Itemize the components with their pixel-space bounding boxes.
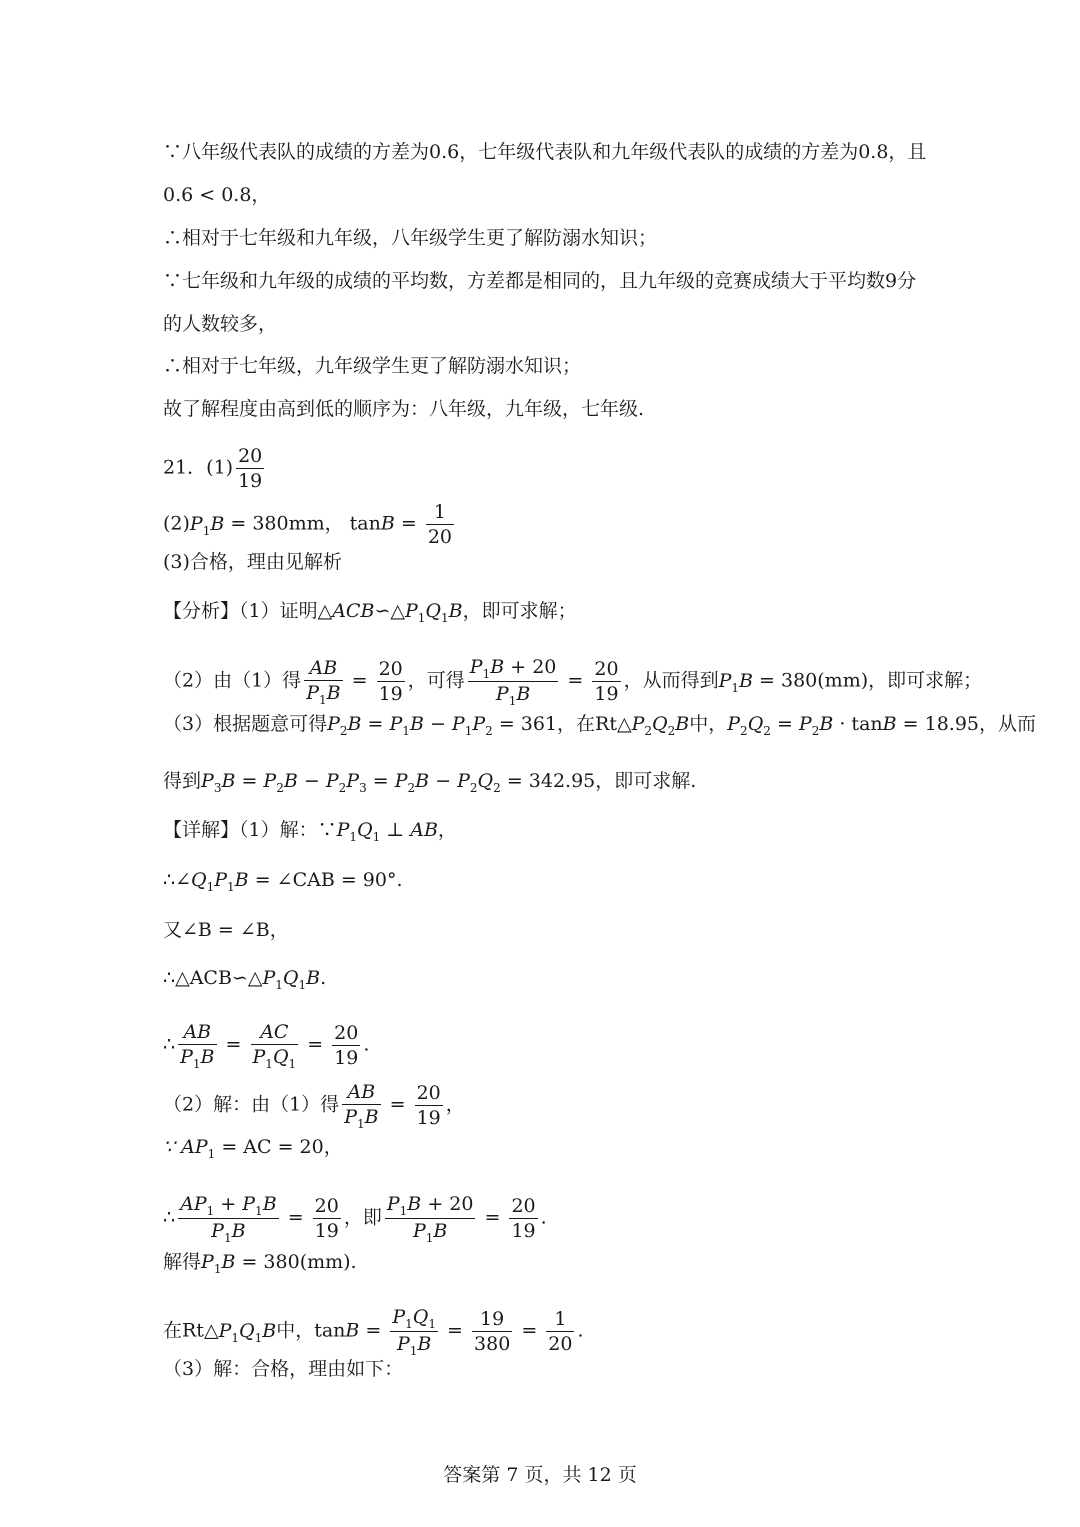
line-conclusion-grade8: ∴相对于七年级和九年级，八年级学生更了解防溺水知识； bbox=[163, 227, 658, 249]
fraction: $\frac{20}{19}$ bbox=[334, 1022, 359, 1069]
analysis-1: 【分析】（1）证明$\triangle ACB∽\triangle P_1Q_1B$，即可求解； bbox=[163, 600, 577, 625]
answer-21-part2: $(2)P_1B = 380mm$， tanB = $\frac{1}{20}$ bbox=[163, 501, 453, 548]
answer-21-part1: 21．(1) $\frac{20}{19}$ bbox=[163, 445, 263, 492]
solution-4: $\therefore\triangle ACB∽\triangle P_1Q_1B$. bbox=[163, 967, 327, 992]
analysis-3: （3）根据题意可得$P_2B = P_1B - P_1P_2 = 361$，在$Rt\triangle P_2Q_2B$中，$P_2Q_2 = P_2B \cdot \tan B = 18.95$，从而 bbox=[163, 713, 1037, 738]
fraction: $\frac{AB}{P_1B}$ bbox=[344, 1081, 379, 1131]
solution-3: 又∠B = ∠B， bbox=[163, 919, 289, 941]
fraction: $\frac{20}{19}$ bbox=[511, 1195, 536, 1242]
solution-8: ∴ $\frac{AP_1 + P_1B}{P_1B}$ = $\frac{20}{19}$ ，即 $\frac{P_1B + 20}{P_1B}$ = $\frac{20}{19}$ . bbox=[163, 1193, 547, 1245]
solution-2: $\therefore\angle Q_1P_1B$ = ∠CAB = 90°. bbox=[163, 869, 403, 894]
analysis-4: 得到$P_3B = P_2B - P_2P_3 = P_2B - P_2Q_2 = 342.95$，即可求解. bbox=[163, 770, 697, 795]
fraction: $\frac{20}{19}$ bbox=[238, 445, 263, 492]
line-order: 故了解程度由高到低的顺序为：八年级，九年级，七年级. bbox=[163, 398, 645, 420]
fraction: $\frac{P_1B + 20}{P_1B}$ bbox=[469, 656, 557, 708]
analysis-2: （2）由（1）得 $\frac{AB}{P_1B}$ = $\frac{20}{19}$ ，可得 $\frac{P_1B + 20}{P_1B}$ = $\frac{20}{19}$ ，从而得到$P_1B = 380(mm)$，即可求解； bbox=[163, 656, 983, 708]
fraction: $\frac{AB}{P_1B}$ bbox=[180, 1021, 215, 1071]
fraction: $\frac{20}{19}$ bbox=[416, 1082, 441, 1129]
fraction: $\frac{19}{380}$ bbox=[474, 1308, 511, 1355]
fraction: $\frac{P_1B + 20}{P_1B}$ bbox=[386, 1193, 474, 1245]
page-footer: 答案第 7 页，共 12 页 bbox=[443, 1464, 637, 1486]
solution-5: ∴ $\frac{AB}{P_1B}$ = $\frac{AC}{P_1Q_1}$ = $\frac{20}{19}$ . bbox=[163, 1021, 370, 1071]
line-variance-compare: ∵八年级代表队的成绩的方差为0.6，七年级代表队和九年级代表队的成绩的方差为0.8，且 bbox=[163, 141, 927, 163]
solution-10: 在$Rt\triangle P_1Q_1B$中，tanB = $\frac{P_1Q_1}{P_1B}$ = $\frac{19}{380}$ = $\frac{1}{20}$ . bbox=[163, 1306, 584, 1358]
fraction: $\frac{AC}{P_1Q_1}$ bbox=[252, 1021, 297, 1071]
fraction: $\frac{20}{19}$ bbox=[378, 658, 403, 705]
line-conclusion-grade9: ∴相对于七年级，九年级学生更了解防溺水知识； bbox=[163, 355, 582, 377]
fraction: $\frac{P_1Q_1}{P_1B}$ bbox=[392, 1306, 437, 1358]
line-mean-variance-same: ∵七年级和九年级的成绩的平均数，方差都是相同的，且九年级的竞赛成绩大于平均数9分 bbox=[163, 270, 917, 292]
fraction: $\frac{1}{20}$ bbox=[548, 1308, 573, 1355]
solution-7: ∵ $AP_1$ = AC = 20， bbox=[163, 1136, 343, 1161]
fraction: $\frac{1}{20}$ bbox=[427, 501, 453, 548]
solution-11: （3）解：合格，理由如下： bbox=[163, 1358, 404, 1380]
line-more-people: 的人数较多， bbox=[163, 313, 278, 335]
answer-21-part3: (3)合格，理由见解析 bbox=[163, 551, 342, 573]
fraction: $\frac{20}{19}$ bbox=[594, 658, 619, 705]
fraction: $\frac{AP_1 + P_1B}{P_1B}$ bbox=[180, 1193, 277, 1245]
solution-9: 解得$P_1B = 380(mm)$. bbox=[163, 1251, 357, 1276]
solution-1: 【详解】（1）解：$\because P_1Q_1$ ⊥ AB， bbox=[163, 819, 457, 844]
solution-6: （2）解：由（1）得 $\frac{AB}{P_1B}$ = $\frac{20}{19}$ ， bbox=[163, 1081, 465, 1131]
fraction: $\frac{AB}{P_1B}$ bbox=[306, 657, 341, 707]
fraction: $\frac{20}{19}$ bbox=[314, 1195, 339, 1242]
line-inequality: 0.6 < 0.8， bbox=[163, 184, 271, 206]
